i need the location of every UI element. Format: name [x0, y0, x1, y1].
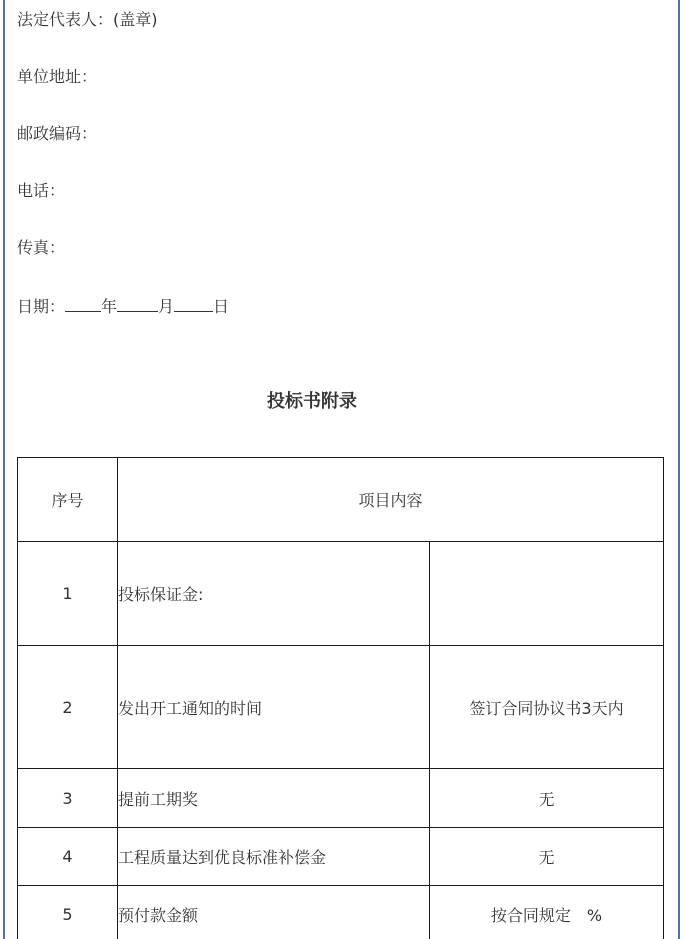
cell-value [430, 542, 664, 646]
header-cell-no: 序号 [18, 458, 118, 542]
cell-item: 预付款金额 [118, 886, 430, 939]
cell-item: 投标保证金: [118, 542, 430, 646]
table-row [18, 646, 664, 769]
table-row [18, 542, 664, 646]
cell-item: 提前工期奖 [118, 769, 430, 828]
date-year-blank [65, 297, 101, 312]
date-year-label: 年 [101, 297, 118, 316]
table-header-row [18, 458, 664, 542]
field-date [17, 297, 666, 315]
field-unit-address: 单位地址： [17, 67, 98, 86]
cell-value: 按合同规定 % [430, 886, 664, 939]
field-legal-representative: 法定代表人：(盖章) [17, 10, 158, 29]
field-telephone: 电话： [17, 181, 66, 200]
field-fax: 传真： [17, 238, 66, 257]
appendix-table [17, 457, 664, 939]
cell-no: 2 [18, 646, 118, 769]
table-row [18, 886, 664, 939]
table-row [18, 769, 664, 828]
cell-value: 签订合同协议书3天内 [430, 646, 664, 769]
date-month-blank [117, 297, 158, 312]
section-title: 投标书附录 [267, 391, 357, 412]
field-postal-code: 邮政编码： [17, 124, 98, 143]
header-cell-content: 项目内容 [118, 458, 664, 542]
cell-no: 3 [18, 769, 118, 828]
cell-no: 1 [18, 542, 118, 646]
cell-item: 工程质量达到优良标准补偿金 [118, 828, 430, 886]
cell-no: 4 [18, 828, 118, 886]
date-month-label: 月 [158, 297, 175, 316]
cell-value: 无 [430, 828, 664, 886]
date-day-label: 日 [213, 297, 230, 316]
cell-value: 无 [430, 769, 664, 828]
table-row [18, 828, 664, 886]
cell-no: 5 [18, 886, 118, 939]
date-prefix: 日期： [17, 297, 66, 316]
page-frame [3, 0, 680, 939]
date-day-blank [174, 297, 213, 312]
cell-item: 发出开工通知的时间 [118, 646, 430, 769]
